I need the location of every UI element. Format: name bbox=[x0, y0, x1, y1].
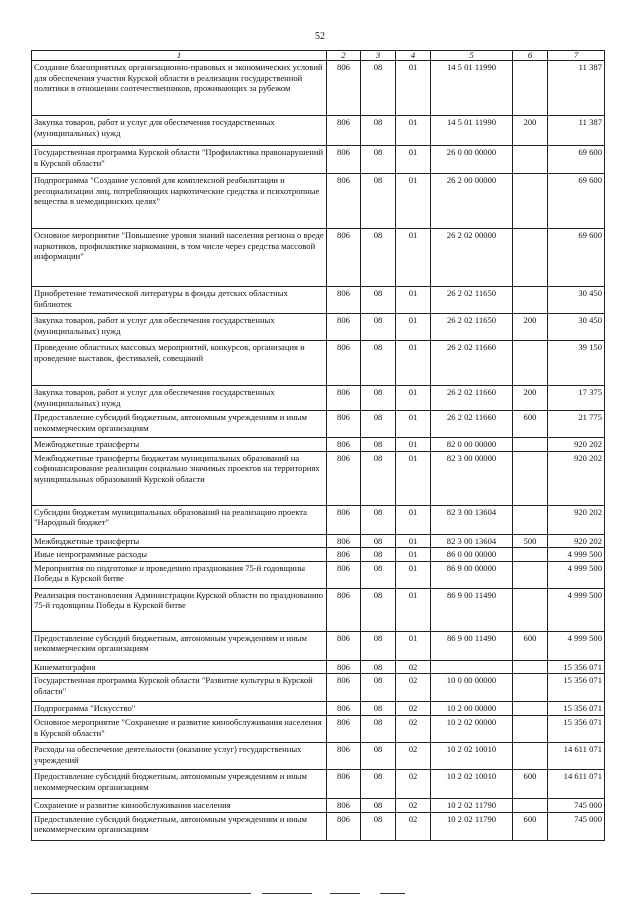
col-header: 3 bbox=[361, 51, 396, 61]
section-code-cell: 08 bbox=[361, 411, 396, 438]
expense-type-cell bbox=[513, 229, 548, 287]
table-row bbox=[32, 588, 605, 631]
ministry-code-cell: 806 bbox=[327, 548, 361, 562]
col-header: 7 bbox=[548, 51, 605, 61]
row-name-cell: Предоставление субсидий бюджетным, автономным учреждениям и иным некоммерческим организациям bbox=[32, 631, 327, 660]
target-code-cell: 10 2 02 11790 bbox=[431, 812, 513, 840]
row-name-cell: Государственная программа Курской области "Развитие культуры в Курской области" bbox=[32, 674, 327, 702]
expense-type-cell: 200 bbox=[513, 116, 548, 146]
target-code-cell: 10 0 00 00000 bbox=[431, 674, 513, 702]
amount-cell: 4 999 500 bbox=[548, 561, 605, 588]
target-code-cell: 86 9 00 00000 bbox=[431, 561, 513, 588]
table-row bbox=[32, 314, 605, 341]
row-name-cell: Закупка товаров, работ и услуг для обеспечения государственных (муниципальных) нужд bbox=[32, 386, 327, 411]
expense-type-cell: 200 bbox=[513, 314, 548, 341]
amount-cell: 15 356 071 bbox=[548, 702, 605, 716]
footer-rule bbox=[380, 893, 405, 894]
expense-type-cell bbox=[513, 548, 548, 562]
row-name-cell: Предоставление субсидий бюджетным, автономным учреждениям и иным некоммерческим организациям bbox=[32, 411, 327, 438]
ministry-code-cell: 806 bbox=[327, 769, 361, 798]
amount-cell: 39 150 bbox=[548, 341, 605, 386]
row-name-cell: Предоставление субсидий бюджетным, автономным учреждениям и иным некоммерческим организациям bbox=[32, 812, 327, 840]
expense-type-cell bbox=[513, 660, 548, 674]
section-code-cell: 08 bbox=[361, 174, 396, 229]
table-row bbox=[32, 631, 605, 660]
amount-cell: 745 000 bbox=[548, 812, 605, 840]
ministry-code-cell: 806 bbox=[327, 451, 361, 505]
expense-type-cell bbox=[513, 174, 548, 229]
target-code-cell: 10 2 02 11790 bbox=[431, 798, 513, 812]
table-row bbox=[32, 438, 605, 452]
subsection-code-cell: 01 bbox=[396, 548, 431, 562]
footer-rule bbox=[262, 893, 312, 894]
expense-type-cell bbox=[513, 146, 548, 174]
amount-cell: 17 375 bbox=[548, 386, 605, 411]
target-code-cell: 82 0 00 00000 bbox=[431, 438, 513, 452]
amount-cell: 69 600 bbox=[548, 229, 605, 287]
table-row bbox=[32, 798, 605, 812]
expense-type-cell bbox=[513, 341, 548, 386]
section-code-cell: 08 bbox=[361, 561, 396, 588]
section-code-cell: 08 bbox=[361, 505, 396, 534]
target-code-cell: 26 2 02 11660 bbox=[431, 386, 513, 411]
row-name-cell: Иные непрограммные расходы bbox=[32, 548, 327, 562]
amount-cell: 920 202 bbox=[548, 451, 605, 505]
table-row bbox=[32, 742, 605, 769]
table-row bbox=[32, 674, 605, 702]
col-header: 1 bbox=[32, 51, 327, 61]
section-code-cell: 08 bbox=[361, 386, 396, 411]
expense-type-cell bbox=[513, 742, 548, 769]
amount-cell: 69 600 bbox=[548, 174, 605, 229]
subsection-code-cell: 01 bbox=[396, 174, 431, 229]
section-code-cell: 08 bbox=[361, 674, 396, 702]
row-name-cell: Приобретение тематической литературы в фонды детских областных библиотек bbox=[32, 287, 327, 314]
amount-cell: 4 999 500 bbox=[548, 631, 605, 660]
row-name-cell: Сохранение и развитие кинообслуживания населения bbox=[32, 798, 327, 812]
amount-cell: 14 611 071 bbox=[548, 769, 605, 798]
expense-type-cell bbox=[513, 438, 548, 452]
section-code-cell: 08 bbox=[361, 61, 396, 116]
target-code-cell: 26 2 02 11650 bbox=[431, 314, 513, 341]
table-row bbox=[32, 146, 605, 174]
expense-type-cell bbox=[513, 702, 548, 716]
row-name-cell: Создание благоприятных организационно-правовых и экономических условий для обеспечения участия Курской области в реализации государственной политики в отношении соотечественников, проживающих за рубежом bbox=[32, 61, 327, 116]
table-row bbox=[32, 411, 605, 438]
row-name-cell: Кинематография bbox=[32, 660, 327, 674]
amount-cell: 745 000 bbox=[548, 798, 605, 812]
target-code-cell: 26 0 00 00000 bbox=[431, 146, 513, 174]
subsection-code-cell: 01 bbox=[396, 146, 431, 174]
subsection-code-cell: 02 bbox=[396, 674, 431, 702]
table-row bbox=[32, 715, 605, 742]
target-code-cell: 26 2 00 00000 bbox=[431, 174, 513, 229]
expense-type-cell bbox=[513, 451, 548, 505]
subsection-code-cell: 01 bbox=[396, 561, 431, 588]
amount-cell: 15 356 071 bbox=[548, 660, 605, 674]
row-name-cell: Расходы на обеспечение деятельности (оказание услуг) государственных учреждений bbox=[32, 742, 327, 769]
table-row bbox=[32, 534, 605, 548]
subsection-code-cell: 02 bbox=[396, 702, 431, 716]
section-code-cell: 08 bbox=[361, 715, 396, 742]
ministry-code-cell: 806 bbox=[327, 588, 361, 631]
expense-type-cell bbox=[513, 674, 548, 702]
expense-type-cell bbox=[513, 287, 548, 314]
amount-cell: 69 600 bbox=[548, 146, 605, 174]
col-header: 2 bbox=[327, 51, 361, 61]
expense-type-cell: 200 bbox=[513, 386, 548, 411]
ministry-code-cell: 806 bbox=[327, 631, 361, 660]
target-code-cell: 26 2 02 00000 bbox=[431, 229, 513, 287]
table-row bbox=[32, 229, 605, 287]
subsection-code-cell: 01 bbox=[396, 588, 431, 631]
section-code-cell: 08 bbox=[361, 769, 396, 798]
expense-type-cell: 600 bbox=[513, 631, 548, 660]
ministry-code-cell: 806 bbox=[327, 229, 361, 287]
target-code-cell bbox=[431, 660, 513, 674]
section-code-cell: 08 bbox=[361, 287, 396, 314]
section-code-cell: 08 bbox=[361, 660, 396, 674]
target-code-cell: 14 5 01 11990 bbox=[431, 116, 513, 146]
row-name-cell: Подпрограмма "Искусство" bbox=[32, 702, 327, 716]
table-body bbox=[32, 61, 605, 841]
amount-cell: 920 202 bbox=[548, 534, 605, 548]
subsection-code-cell: 01 bbox=[396, 229, 431, 287]
amount-cell: 920 202 bbox=[548, 438, 605, 452]
table-row bbox=[32, 341, 605, 386]
table-row bbox=[32, 61, 605, 116]
target-code-cell: 10 2 00 00000 bbox=[431, 702, 513, 716]
subsection-code-cell: 01 bbox=[396, 438, 431, 452]
subsection-code-cell: 02 bbox=[396, 660, 431, 674]
ministry-code-cell: 806 bbox=[327, 174, 361, 229]
target-code-cell: 86 0 00 00000 bbox=[431, 548, 513, 562]
section-code-cell: 08 bbox=[361, 548, 396, 562]
subsection-code-cell: 02 bbox=[396, 812, 431, 840]
ministry-code-cell: 806 bbox=[327, 742, 361, 769]
subsection-code-cell: 01 bbox=[396, 287, 431, 314]
target-code-cell: 10 2 02 10010 bbox=[431, 769, 513, 798]
expense-type-cell bbox=[513, 588, 548, 631]
ministry-code-cell: 806 bbox=[327, 314, 361, 341]
target-code-cell: 26 2 02 11660 bbox=[431, 341, 513, 386]
ministry-code-cell: 806 bbox=[327, 438, 361, 452]
subsection-code-cell: 01 bbox=[396, 505, 431, 534]
ministry-code-cell: 806 bbox=[327, 534, 361, 548]
subsection-code-cell: 02 bbox=[396, 742, 431, 769]
subsection-code-cell: 01 bbox=[396, 534, 431, 548]
amount-cell: 4 999 500 bbox=[548, 588, 605, 631]
subsection-code-cell: 01 bbox=[396, 61, 431, 116]
table-row bbox=[32, 660, 605, 674]
row-name-cell: Межбюджетные трансферты bbox=[32, 534, 327, 548]
target-code-cell: 26 2 02 11660 bbox=[431, 411, 513, 438]
ministry-code-cell: 806 bbox=[327, 660, 361, 674]
table-row bbox=[32, 769, 605, 798]
target-code-cell: 10 2 02 00000 bbox=[431, 715, 513, 742]
ministry-code-cell: 806 bbox=[327, 674, 361, 702]
expense-type-cell: 600 bbox=[513, 812, 548, 840]
amount-cell: 4 999 500 bbox=[548, 548, 605, 562]
section-code-cell: 08 bbox=[361, 631, 396, 660]
row-name-cell: Предоставление субсидий бюджетным, автономным учреждениям и иным некоммерческим организациям bbox=[32, 769, 327, 798]
row-name-cell: Основное мероприятие "Повышение уровня знаний населения региона о вреде наркотиков, профилактике наркомании, в том числе через средства массовой информации" bbox=[32, 229, 327, 287]
target-code-cell: 82 3 00 13604 bbox=[431, 534, 513, 548]
row-name-cell: Мероприятия по подготовке и проведению празднования 75-й годовщины Победы в Курской битве bbox=[32, 561, 327, 588]
table-row bbox=[32, 386, 605, 411]
subsection-code-cell: 01 bbox=[396, 386, 431, 411]
row-name-cell: Субсидии бюджетам муниципальных образований на реализацию проекта "Народный бюджет" bbox=[32, 505, 327, 534]
section-code-cell: 08 bbox=[361, 812, 396, 840]
section-code-cell: 08 bbox=[361, 146, 396, 174]
target-code-cell: 82 3 00 00000 bbox=[431, 451, 513, 505]
expense-type-cell bbox=[513, 61, 548, 116]
ministry-code-cell: 806 bbox=[327, 61, 361, 116]
row-name-cell: Межбюджетные трансферты бюджетам муниципальных образований на софинансирование реализации социально значимых проектов на территориях муниципальных образований Курской области bbox=[32, 451, 327, 505]
col-header: 4 bbox=[396, 51, 431, 61]
target-code-cell: 86 9 00 11490 bbox=[431, 631, 513, 660]
col-header: 5 bbox=[431, 51, 513, 61]
ministry-code-cell: 806 bbox=[327, 798, 361, 812]
ministry-code-cell: 806 bbox=[327, 411, 361, 438]
ministry-code-cell: 806 bbox=[327, 146, 361, 174]
subsection-code-cell: 01 bbox=[396, 411, 431, 438]
page-number: 52 bbox=[315, 31, 325, 42]
subsection-code-cell: 01 bbox=[396, 116, 431, 146]
row-name-cell: Основное мероприятие "Сохранение и развитие кинообслуживания населения в Курской области" bbox=[32, 715, 327, 742]
subsection-code-cell: 01 bbox=[396, 451, 431, 505]
table-row bbox=[32, 174, 605, 229]
amount-cell: 11 387 bbox=[548, 61, 605, 116]
footer-rule bbox=[31, 893, 251, 894]
ministry-code-cell: 806 bbox=[327, 561, 361, 588]
table-row bbox=[32, 451, 605, 505]
row-name-cell: Подпрограмма "Создание условий для комплексной реабилитации и ресоциализации лиц, потребляющих наркотические средства и психотропные вещества в немедицинских целях" bbox=[32, 174, 327, 229]
row-name-cell: Закупка товаров, работ и услуг для обеспечения государственных (муниципальных) нужд bbox=[32, 314, 327, 341]
row-name-cell: Межбюджетные трансферты bbox=[32, 438, 327, 452]
section-code-cell: 08 bbox=[361, 341, 396, 386]
amount-cell: 15 356 071 bbox=[548, 715, 605, 742]
expense-type-cell: 600 bbox=[513, 411, 548, 438]
section-code-cell: 08 bbox=[361, 438, 396, 452]
ministry-code-cell: 806 bbox=[327, 341, 361, 386]
subsection-code-cell: 01 bbox=[396, 631, 431, 660]
table-row bbox=[32, 702, 605, 716]
target-code-cell: 14 5 01 11990 bbox=[431, 61, 513, 116]
amount-cell: 30 450 bbox=[548, 287, 605, 314]
target-code-cell: 86 9 00 11490 bbox=[431, 588, 513, 631]
table-row bbox=[32, 287, 605, 314]
ministry-code-cell: 806 bbox=[327, 702, 361, 716]
section-code-cell: 08 bbox=[361, 314, 396, 341]
table-row bbox=[32, 505, 605, 534]
expense-type-cell: 500 bbox=[513, 534, 548, 548]
ministry-code-cell: 806 bbox=[327, 505, 361, 534]
amount-cell: 14 611 071 bbox=[548, 742, 605, 769]
section-code-cell: 08 bbox=[361, 116, 396, 146]
target-code-cell: 10 2 02 10010 bbox=[431, 742, 513, 769]
row-name-cell: Закупка товаров, работ и услуг для обеспечения государственных (муниципальных) нужд bbox=[32, 116, 327, 146]
section-code-cell: 08 bbox=[361, 588, 396, 631]
footer-rule bbox=[330, 893, 360, 894]
subsection-code-cell: 02 bbox=[396, 715, 431, 742]
table-row bbox=[32, 561, 605, 588]
subsection-code-cell: 02 bbox=[396, 769, 431, 798]
table-row bbox=[32, 812, 605, 840]
section-code-cell: 08 bbox=[361, 798, 396, 812]
ministry-code-cell: 806 bbox=[327, 116, 361, 146]
section-code-cell: 08 bbox=[361, 742, 396, 769]
budget-table bbox=[31, 50, 605, 841]
row-name-cell: Реализация постановления Администрации Курской области по празднованию 75-й годовщины Победы в Курской битве bbox=[32, 588, 327, 631]
target-code-cell: 82 3 00 13604 bbox=[431, 505, 513, 534]
amount-cell: 30 450 bbox=[548, 314, 605, 341]
expense-type-cell bbox=[513, 798, 548, 812]
ministry-code-cell: 806 bbox=[327, 287, 361, 314]
table-header-row bbox=[32, 51, 605, 61]
expense-type-cell bbox=[513, 505, 548, 534]
subsection-code-cell: 01 bbox=[396, 314, 431, 341]
amount-cell: 15 356 071 bbox=[548, 674, 605, 702]
subsection-code-cell: 01 bbox=[396, 341, 431, 386]
target-code-cell: 26 2 02 11650 bbox=[431, 287, 513, 314]
ministry-code-cell: 806 bbox=[327, 715, 361, 742]
col-header: 6 bbox=[513, 51, 548, 61]
subsection-code-cell: 02 bbox=[396, 798, 431, 812]
expense-type-cell bbox=[513, 715, 548, 742]
table-row bbox=[32, 116, 605, 146]
ministry-code-cell: 806 bbox=[327, 386, 361, 411]
table-row bbox=[32, 548, 605, 562]
row-name-cell: Государственная программа Курской области "Профилактика правонарушений в Курской области" bbox=[32, 146, 327, 174]
section-code-cell: 08 bbox=[361, 451, 396, 505]
amount-cell: 21 775 bbox=[548, 411, 605, 438]
amount-cell: 920 202 bbox=[548, 505, 605, 534]
expense-type-cell: 600 bbox=[513, 769, 548, 798]
row-name-cell: Проведение областных массовых мероприятий, конкурсов, организация и проведение выставок, фестивалей, совещаний bbox=[32, 341, 327, 386]
section-code-cell: 08 bbox=[361, 534, 396, 548]
ministry-code-cell: 806 bbox=[327, 812, 361, 840]
section-code-cell: 08 bbox=[361, 702, 396, 716]
amount-cell: 11 387 bbox=[548, 116, 605, 146]
expense-type-cell bbox=[513, 561, 548, 588]
section-code-cell: 08 bbox=[361, 229, 396, 287]
